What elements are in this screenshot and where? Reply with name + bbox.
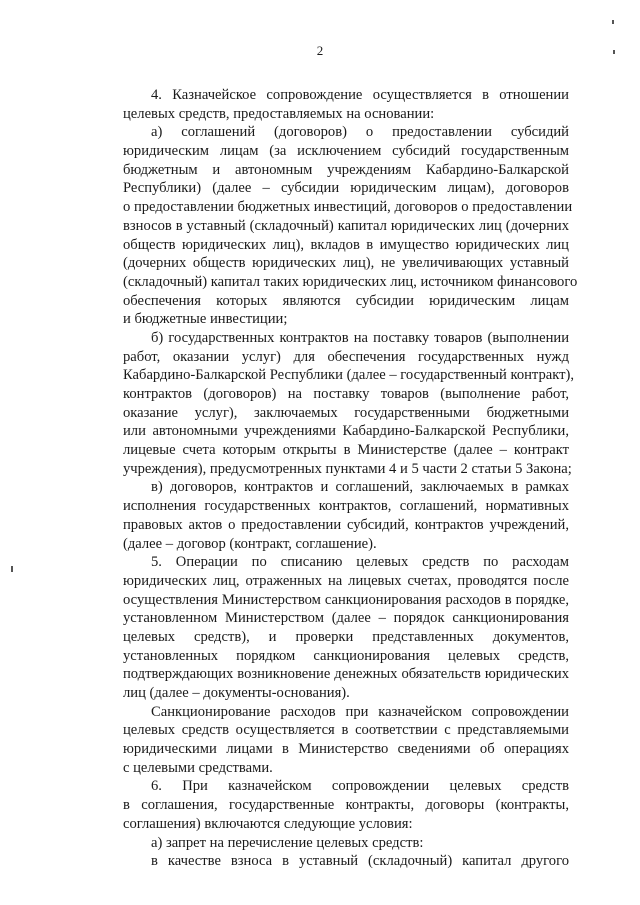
text-line: работ, оказании услуг) для обеспечения государственных нужд [123, 348, 569, 365]
text-line: в) договоров, контрактов и соглашений, заключаемых в рамках [151, 479, 569, 496]
text-line: обеспечения которых являются субсидии юридическим лицам [123, 292, 569, 309]
text-line: о предоставлении бюджетных инвестиций, договоров о предоставлении [123, 199, 573, 216]
text-line: целевых средств), и проверки представленных документов, [123, 628, 569, 645]
text-line: 5. Операции по списанию целевых средств по расходам [151, 554, 569, 571]
text-line: контрактов (договоров) на поставку товаров (выполнение работ, [123, 386, 569, 402]
text-line: (дочерних обществ юридических лиц), не увеличивающих уставный [123, 255, 569, 272]
text-line: Республики) (далее – субсидии юридическим лицам), договоров [123, 180, 569, 197]
text-line: 6. При казначейском сопровождении целевых средств [151, 778, 569, 795]
text-line: соглашения) включаются следующие условия: [123, 815, 413, 832]
scan-mark-left [11, 566, 13, 572]
text-line: обществ юридических лиц), вкладов в имущество юридических лиц [123, 236, 569, 253]
text-line: Кабардино-Балкарской Республики (далее – государственный контракт), [123, 367, 575, 384]
text-line: лиц (далее – документы-основания). [123, 685, 350, 701]
text-line: учреждения), предусмотренных пунктами 4 и 5 части 2 статьи 5 Закона; [123, 460, 572, 477]
text-line: в качестве взноса в уставный (складочный) капитал другого [151, 853, 569, 870]
text-line: осуществления Министерством санкционирования расходов в порядке, [123, 591, 569, 608]
text-line: б) государственных контрактов на поставку товаров (выполнении [151, 329, 569, 346]
text-line: целевых средств, предоставляемых на основании: [123, 105, 435, 122]
text-line: установленном Министерством (далее – порядок санкционирования [123, 610, 569, 627]
text-line: 4. Казначейское сопровождение осуществляется в отношении [151, 87, 569, 103]
page-number: 2 [316, 43, 324, 58]
scan-mark-right [613, 50, 615, 54]
text-line: с целевыми средствами. [123, 759, 273, 776]
text-line: а) запрет на перечисление целевых средств: [151, 834, 424, 851]
text-line: лицевые счета которым открыты в Министерстве (далее – контракт [123, 442, 569, 459]
text-line: Санкционирование расходов при казначейском сопровождении [151, 703, 569, 720]
text-line: в соглашения, государственные контракты, договоры (контракты, [123, 797, 569, 814]
text-line: установленных порядком санкционирования целевых средств, [123, 647, 569, 664]
text-line: исполнения государственных контрактов, соглашений, нормативных [123, 498, 569, 515]
text-line: взносов в уставный (складочный) капитал юридических лиц (дочерних [123, 217, 569, 234]
text-line: юридических лиц, отраженных на лицевых счетах, проводятся после [123, 572, 569, 589]
text-line: (далее – договор (контракт, соглашение). [123, 535, 377, 552]
scan-mark-top-right [612, 20, 614, 24]
text-line: юридическими лицами в Министерство сведениями об операциях [123, 741, 569, 758]
document-body [123, 86, 578, 871]
text-line: правовых актов о предоставлении субсидий, контрактов учреждений, [123, 516, 569, 533]
text-line: целевых средств осуществляется в соответствии с представляемыми [123, 722, 569, 739]
text-line: и бюджетные инвестиции; [123, 311, 288, 328]
text-line: а) соглашений (договоров) о предоставлении субсидий [151, 124, 569, 141]
text-line: или автономными учреждениями Кабардино-Балкарской Республики, [123, 423, 569, 440]
text-line: юридическим лицам (за исключением субсидий государственным [123, 143, 569, 160]
text-line: (складочный) капитал таких юридических лиц, источником финансового [123, 273, 578, 290]
text-line: бюджетным и автономным учреждениям Кабардино-Балкарской [123, 161, 569, 178]
text-line: оказание услуг), заключаемых государственными бюджетными [123, 404, 569, 421]
text-line: подтверждающих возникновение денежных обязательств юридических [123, 666, 569, 683]
